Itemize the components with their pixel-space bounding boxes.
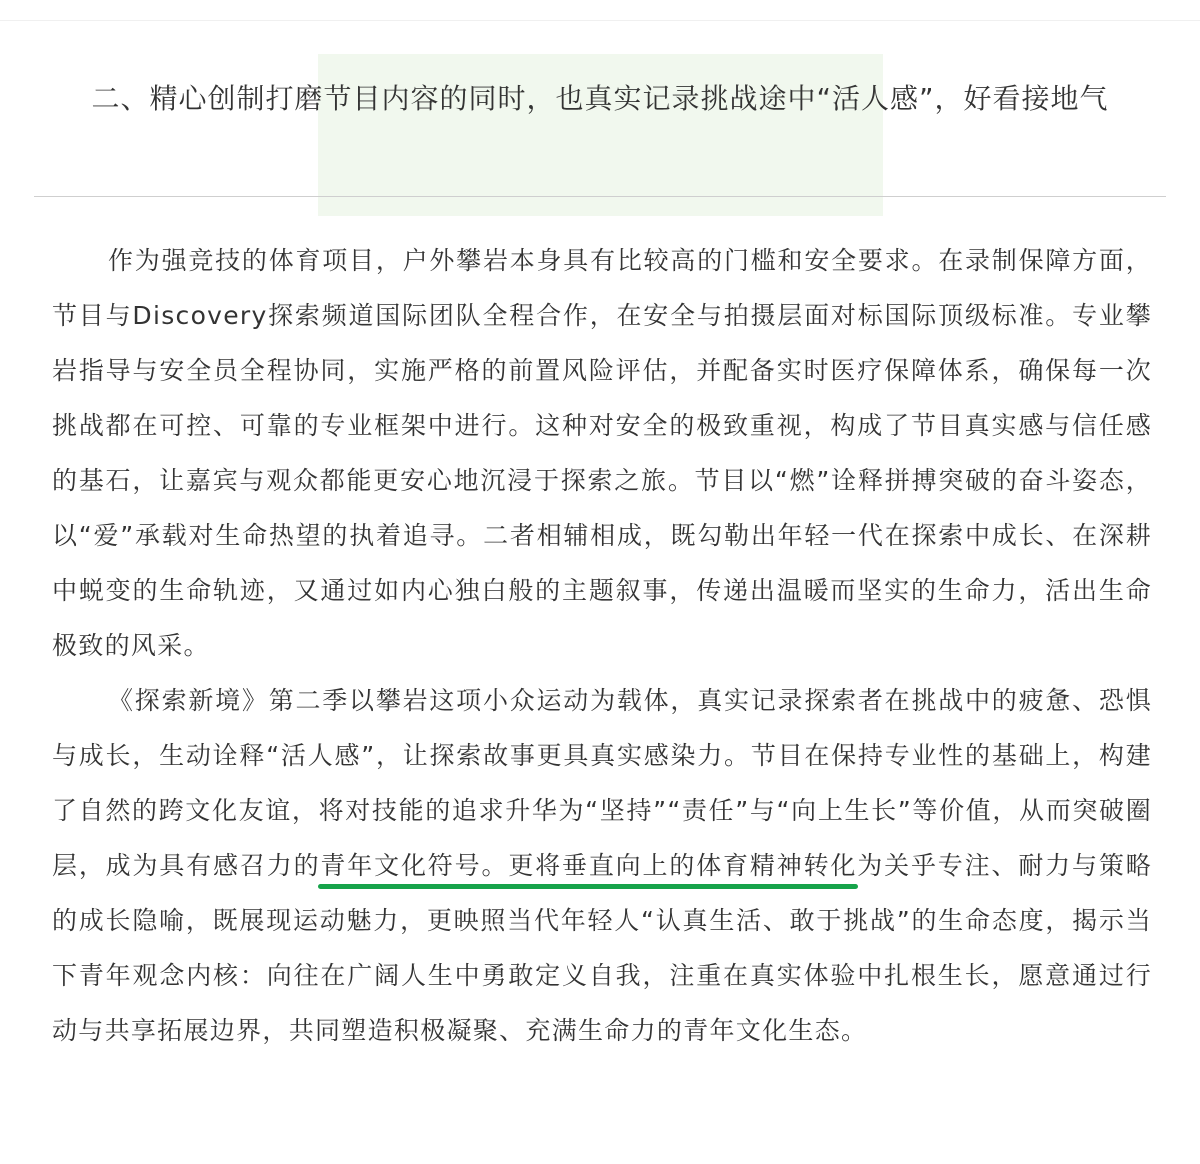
- paragraph-1: 作为强竞技的体育项目，户外攀岩本身具有比较高的门槛和安全要求。在录制保障方面，节目与Discovery探索频道国际团队全程合作，在安全与拍摄层面对标国际顶级标准。专业攀岩指导与安全员全程协同，实施严格的前置风险评估，并配备实时医疗保障体系，确保每一次挑战都在可控、可靠的专业框架中进行。这种对安全的极致重视，构成了节目真实感与信任感的基石，让嘉宾与观众都能更安心地沉浸于探索之旅。节目以“燃”诠释拼搏突破的奋斗姿态，以“爱”承载对生命热望的执着追寻。二者相辅相成，既勾勒出年轻一代在探索中成长、在深耕中蜕变的生命轨迹，又通过如内心独白般的主题叙事，传递出温暖而坚实的生命力，活出生命极致的风采。: [52, 246, 1152, 660]
- paragraph-2: 《探索新境》第二季以攀岩这项小众运动为载体，真实记录探索者在挑战中的疲惫、恐惧与成长，生动诠释“活人感”，让探索故事更具真实感染力。节目在保持专业性的基础上，构建了自然的跨文化友谊，将对技能的追求升华为“坚持”“责任”与“向上生长”等价值，从而突破圈层，成为具有感召力的青年文化符号。更将垂直向上的体育精神转化为关乎专注、耐力与策略的成长隐喻，既展现运动魅力，更映照当代年轻人“认真生活、敢于挑战”的生命态度，揭示当下青年观念内核：向往在广阔人生中勇敢定义自我，注重在真实体验中扎根生长，愿意通过行动与共享拓展边界，共同塑造积极凝聚、充满生命力的青年文化生态。: [52, 686, 1152, 1045]
- article-body: [52, 233, 1152, 1058]
- section-heading: 二、精心创制打磨节目内容的同时，也真实记录挑战途中“活人感”，好看接地气: [91, 82, 1109, 115]
- top-rule: [0, 20, 1200, 21]
- green-underline-annotation: [318, 884, 858, 889]
- heading-divider: [34, 196, 1166, 197]
